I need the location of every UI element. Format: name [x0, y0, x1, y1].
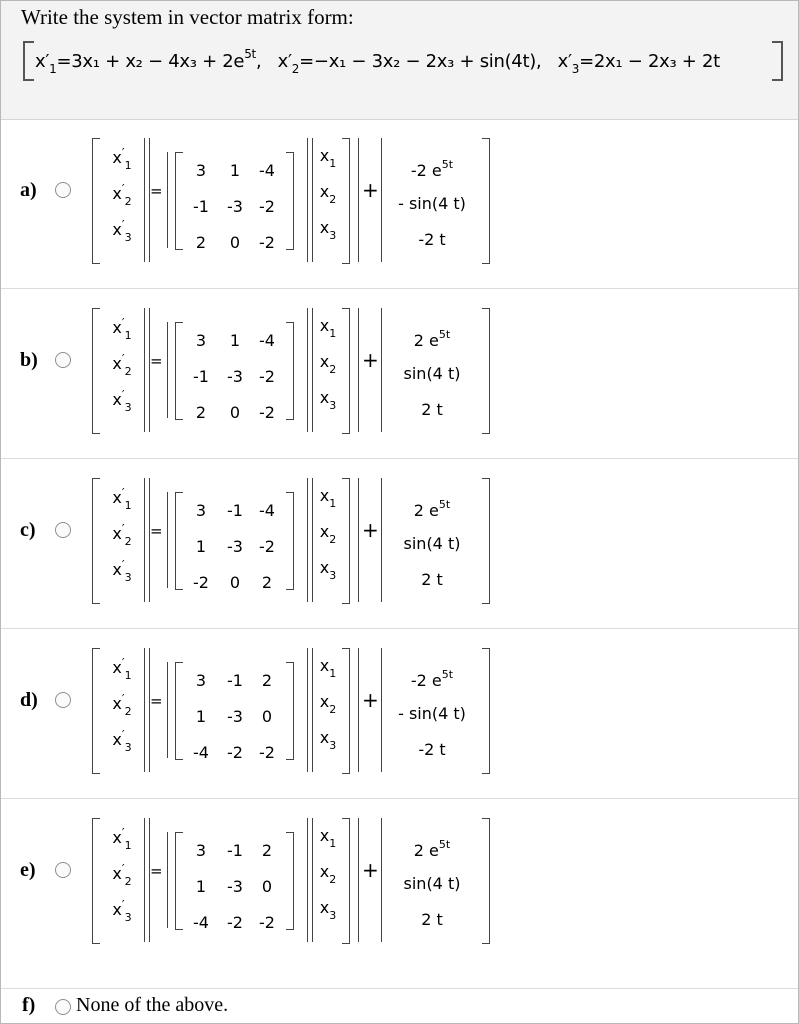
x-left-rule — [307, 478, 308, 602]
equation-3: $x'_3=2x_1 - 2x_3 + 2t$ — [557, 51, 720, 76]
matrix-entry: 2 — [195, 403, 207, 422]
option-e[interactable] — [0, 798, 799, 968]
matrix-entry: 3 — [195, 331, 207, 350]
forcing-right-bracket — [482, 308, 490, 434]
x-left-rule — [307, 308, 308, 432]
equals-rule — [167, 322, 168, 418]
equals-rule — [167, 832, 168, 928]
matrix-entry: -4 — [259, 501, 275, 520]
forcing-left-rule — [381, 308, 382, 432]
matrix-left-bracket — [175, 832, 183, 930]
question-prompt: Write the system in vector matrix form: — [21, 5, 354, 29]
matrix-left-bracket — [175, 662, 183, 760]
x-left-rule — [307, 648, 308, 772]
matrix-entry: -4 — [259, 331, 275, 350]
forcing-left-rule — [381, 648, 382, 772]
xprime-entry: $x'_3$ — [112, 728, 132, 754]
matrix-left-bracket — [175, 322, 183, 420]
option-f-label: f) — [22, 994, 36, 1016]
matrix-entry: -2 — [259, 197, 275, 216]
xprime-entry: $x'_3$ — [112, 388, 132, 414]
forcing-entry: -2 t — [418, 230, 446, 249]
matrix-entry: 1 — [229, 331, 241, 350]
matrix-entry: 1 — [229, 161, 241, 180]
option-a-label: a) — [20, 179, 37, 201]
forcing-entry: -2 $e^{5t}$ — [410, 158, 454, 180]
matrix-entry: -1 — [227, 841, 243, 860]
x-entry: $x_2$ — [319, 692, 337, 716]
matrix-entry: 2 — [261, 573, 273, 592]
xprime-entry: $x'_3$ — [112, 898, 132, 924]
matrix-entry: -2 — [259, 913, 275, 932]
matrix-entry: 2 — [261, 671, 273, 690]
matrix-entry: -3 — [227, 537, 243, 556]
forcing-left-rule — [381, 818, 382, 942]
plus-sign: + — [362, 178, 379, 202]
forcing-entry: 2 t — [421, 570, 443, 589]
matrix-left-bracket — [175, 492, 183, 590]
x-left-rule — [312, 138, 313, 262]
xprime-right-rule — [144, 818, 145, 942]
x-entry: $x_1$ — [319, 486, 337, 510]
matrix-entry: -3 — [227, 877, 243, 896]
forcing-right-bracket — [482, 818, 490, 944]
forcing-entry: 2 $e^{5t}$ — [413, 498, 451, 520]
option-c-label: c) — [20, 519, 36, 541]
plus-sign: + — [362, 688, 379, 712]
matrix-entry: 1 — [195, 537, 207, 556]
forcing-entry: 2 t — [421, 400, 443, 419]
xprime-entry: $x'_1$ — [112, 486, 132, 512]
xprime-entry: $x'_2$ — [112, 522, 132, 548]
x-entry: $x_2$ — [319, 862, 337, 886]
plus-rule — [358, 648, 359, 772]
option-f-radio[interactable] — [55, 999, 71, 1015]
matrix-entry: -3 — [227, 707, 243, 726]
matrix-entry: -2 — [259, 743, 275, 762]
matrix-right-bracket — [286, 662, 294, 760]
matrix-right-bracket — [286, 492, 294, 590]
xprime-right-rule — [144, 478, 145, 602]
option-f-text: None of the above. — [76, 994, 229, 1016]
x-right-bracket — [342, 478, 350, 604]
xprime-entry: $x'_2$ — [112, 182, 132, 208]
plus-rule — [358, 478, 359, 602]
x-left-rule — [312, 818, 313, 942]
forcing-entry: - sin(4 t) — [398, 704, 466, 723]
matrix-entry: -3 — [227, 197, 243, 216]
forcing-right-bracket — [482, 478, 490, 604]
x-entry: $x_2$ — [319, 522, 337, 546]
matrix-entry: -4 — [193, 743, 209, 762]
plus-rule — [358, 138, 359, 262]
matrix-right-bracket — [286, 832, 294, 930]
xprime-right-rule — [149, 138, 150, 262]
equation-2: $x'_2=-x_1 - 3x_2 - 2x_3 + \sin(4t)$ — [277, 51, 536, 76]
forcing-entry: sin(4 t) — [403, 874, 461, 893]
xprime-right-rule — [144, 308, 145, 432]
x-entry: $x_2$ — [319, 352, 337, 376]
option-f[interactable] — [0, 990, 799, 1024]
x-entry: $x_1$ — [319, 316, 337, 340]
matrix-entry: 0 — [229, 573, 241, 592]
x-left-rule — [312, 478, 313, 602]
x-entry: $x_1$ — [319, 656, 337, 680]
forcing-left-rule — [381, 138, 382, 262]
xprime-right-rule — [149, 648, 150, 772]
xprime-right-rule — [149, 308, 150, 432]
system-left-bracket — [23, 41, 34, 81]
equals-sign: = — [150, 522, 163, 540]
xprime-entry: $x'_2$ — [112, 692, 132, 718]
option-d[interactable] — [0, 628, 799, 798]
option-a[interactable] — [0, 118, 799, 288]
x-entry: $x_3$ — [319, 898, 337, 922]
matrix-entry: 2 — [261, 841, 273, 860]
matrix-entry: -1 — [227, 501, 243, 520]
forcing-right-bracket — [482, 648, 490, 774]
xprime-right-rule — [149, 818, 150, 942]
matrix-right-bracket — [286, 322, 294, 420]
xprime-left-bracket — [92, 818, 100, 944]
matrix-entry: -4 — [193, 913, 209, 932]
xprime-right-rule — [144, 138, 145, 262]
option-b-label: b) — [20, 349, 38, 371]
question-header — [1, 1, 798, 120]
matrix-entry: -2 — [193, 573, 209, 592]
option-b[interactable] — [0, 288, 799, 458]
equals-rule — [167, 492, 168, 588]
xprime-left-bracket — [92, 648, 100, 774]
x-entry: $x_3$ — [319, 558, 337, 582]
xprime-right-rule — [149, 478, 150, 602]
xprime-entry: $x'_3$ — [112, 558, 132, 584]
forcing-entry: 2 $e^{5t}$ — [413, 328, 451, 350]
matrix-entry: 3 — [195, 671, 207, 690]
matrix-entry: 1 — [195, 877, 207, 896]
option-a-equation — [0, 118, 799, 288]
equals-sign: = — [150, 862, 163, 880]
option-b-equation — [0, 288, 799, 458]
xprime-left-bracket — [92, 138, 100, 264]
matrix-entry: -2 — [227, 743, 243, 762]
x-right-bracket — [342, 138, 350, 264]
forcing-left-rule — [381, 478, 382, 602]
forcing-entry: - sin(4 t) — [398, 194, 466, 213]
matrix-entry: -3 — [227, 367, 243, 386]
matrix-right-bracket — [286, 152, 294, 250]
plus-sign: + — [362, 348, 379, 372]
matrix-entry: -4 — [259, 161, 275, 180]
xprime-entry: $x'_1$ — [112, 316, 132, 342]
xprime-entry: $x'_1$ — [112, 146, 132, 172]
system-right-bracket — [772, 41, 783, 81]
xprime-entry: $x'_1$ — [112, 826, 132, 852]
plus-sign: + — [362, 518, 379, 542]
x-entry: $x_1$ — [319, 146, 337, 170]
option-d-equation — [0, 628, 799, 798]
plus-rule — [358, 308, 359, 432]
xprime-entry: $x'_3$ — [112, 218, 132, 244]
forcing-right-bracket — [482, 138, 490, 264]
equals-rule — [167, 662, 168, 758]
plus-sign: + — [362, 858, 379, 882]
x-entry: $x_3$ — [319, 218, 337, 242]
matrix-entry: 2 — [195, 233, 207, 252]
forcing-entry: -2 $e^{5t}$ — [410, 668, 454, 690]
matrix-entry: 0 — [229, 403, 241, 422]
option-c-equation — [0, 458, 799, 628]
matrix-entry: 3 — [195, 841, 207, 860]
matrix-entry: -2 — [227, 913, 243, 932]
option-e-equation — [0, 798, 799, 968]
equals-rule — [167, 152, 168, 248]
xprime-entry: $x'_2$ — [112, 352, 132, 378]
matrix-entry: 3 — [195, 161, 207, 180]
equation-1: $x'_1=3x_1 + x_2 - 4x_3 + 2e^{5t}$ — [35, 47, 256, 76]
xprime-left-bracket — [92, 308, 100, 434]
matrix-entry: -1 — [227, 671, 243, 690]
matrix-entry: -2 — [259, 367, 275, 386]
x-left-rule — [312, 648, 313, 772]
option-c[interactable] — [0, 458, 799, 628]
matrix-entry: 3 — [195, 501, 207, 520]
x-left-rule — [307, 138, 308, 262]
x-right-bracket — [342, 648, 350, 774]
forcing-entry: sin(4 t) — [403, 534, 461, 553]
x-left-rule — [312, 308, 313, 432]
option-e-label: e) — [20, 859, 36, 881]
x-right-bracket — [342, 308, 350, 434]
option-d-label: d) — [20, 689, 38, 711]
matrix-entry: 0 — [261, 877, 273, 896]
matrix-left-bracket — [175, 152, 183, 250]
x-right-bracket — [342, 818, 350, 944]
x-entry: $x_2$ — [319, 182, 337, 206]
matrix-entry: 0 — [261, 707, 273, 726]
xprime-left-bracket — [92, 478, 100, 604]
xprime-right-rule — [144, 648, 145, 772]
matrix-entry: 0 — [229, 233, 241, 252]
equals-sign: = — [150, 352, 163, 370]
x-entry: $x_3$ — [319, 388, 337, 412]
forcing-entry: 2 $e^{5t}$ — [413, 838, 451, 860]
plus-rule — [358, 818, 359, 942]
matrix-entry: 1 — [195, 707, 207, 726]
system-of-equations — [23, 41, 783, 79]
matrix-entry: -2 — [259, 403, 275, 422]
equals-sign: = — [150, 692, 163, 710]
equals-sign: = — [150, 182, 163, 200]
x-entry: $x_1$ — [319, 826, 337, 850]
system-equations-text: $x'_1=3x_1 + x_2 - 4x_3 + 2e^{5t}$, $x'_2=-x_1 - 3x_2 - 2x_3 + \sin(4t)$, $x'_3=2x_1 - 2x_3 + 2t$ — [35, 47, 720, 76]
x-left-rule — [307, 818, 308, 942]
x-entry: $x_3$ — [319, 728, 337, 752]
forcing-entry: sin(4 t) — [403, 364, 461, 383]
matrix-entry: -1 — [193, 367, 209, 386]
xprime-entry: $x'_1$ — [112, 656, 132, 682]
forcing-entry: 2 t — [421, 910, 443, 929]
xprime-entry: $x'_2$ — [112, 862, 132, 888]
matrix-entry: -2 — [259, 233, 275, 252]
forcing-entry: -2 t — [418, 740, 446, 759]
matrix-entry: -2 — [259, 537, 275, 556]
separator — [1, 988, 798, 989]
matrix-entry: -1 — [193, 197, 209, 216]
